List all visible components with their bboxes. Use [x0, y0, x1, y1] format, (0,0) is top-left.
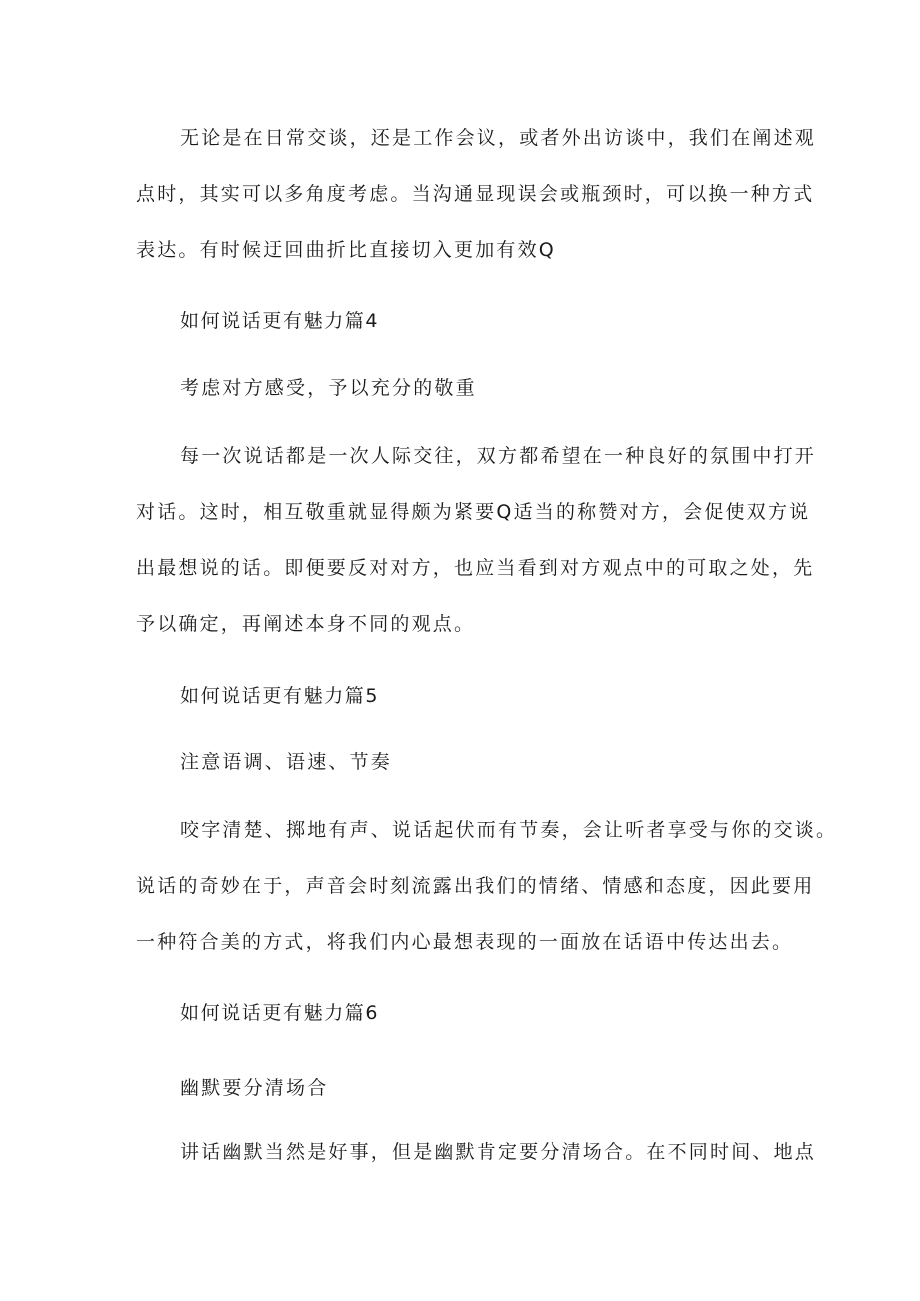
section-title: 如何说话更有魅力篇5: [180, 685, 380, 707]
paragraph-line: 予以确定，再阐述本身不同的观点。: [136, 613, 476, 635]
paragraph-line: 出最想说的话。即便要反对对方，也应当看到对方观点中的可取之处，先: [136, 557, 815, 579]
paragraph-line: 咬字清楚、掷地有声、说话起伏而有节奏，会让听者享受与你的交谈。: [180, 819, 838, 841]
section-subtitle: 幽默要分清场合: [180, 1077, 329, 1099]
section-subtitle: 注意语调、语速、节奏: [180, 751, 393, 773]
paragraph-line: 讲话幽默当然是好事，但是幽默肯定要分清场合。在不同时间、地点: [180, 1141, 817, 1163]
paragraph-line: 每一次说话都是一次人际交往，双方都希望在一种良好的氛围中打开: [180, 445, 817, 467]
section-title: 如何说话更有魅力篇4: [180, 310, 380, 332]
paragraph-line: 对话。这时，相互敬重就显得颇为紧要Q适当的称赞对方，会促使双方说: [136, 501, 811, 523]
section-subtitle: 考虑对方感受，予以充分的敬重: [180, 377, 477, 399]
paragraph-line: 一种符合美的方式，将我们内心最想表现的一面放在话语中传达出去。: [136, 931, 794, 953]
paragraph-line: 说话的奇妙在于，声音会时刻流露出我们的情绪、情感和态度，因此要用: [136, 875, 815, 897]
section-title: 如何说话更有魅力篇6: [180, 1002, 380, 1024]
paragraph-line: 点时，其实可以多角度考虑。当沟通显现误会或瓶颈时，可以换一种方式: [136, 183, 815, 205]
paragraph-line: 无论是在日常交谈，还是工作会议，或者外出访谈中，我们在阐述观: [180, 127, 817, 149]
paragraph-line: 表达。有时候迂回曲折比直接切入更加有效Q: [136, 239, 556, 261]
